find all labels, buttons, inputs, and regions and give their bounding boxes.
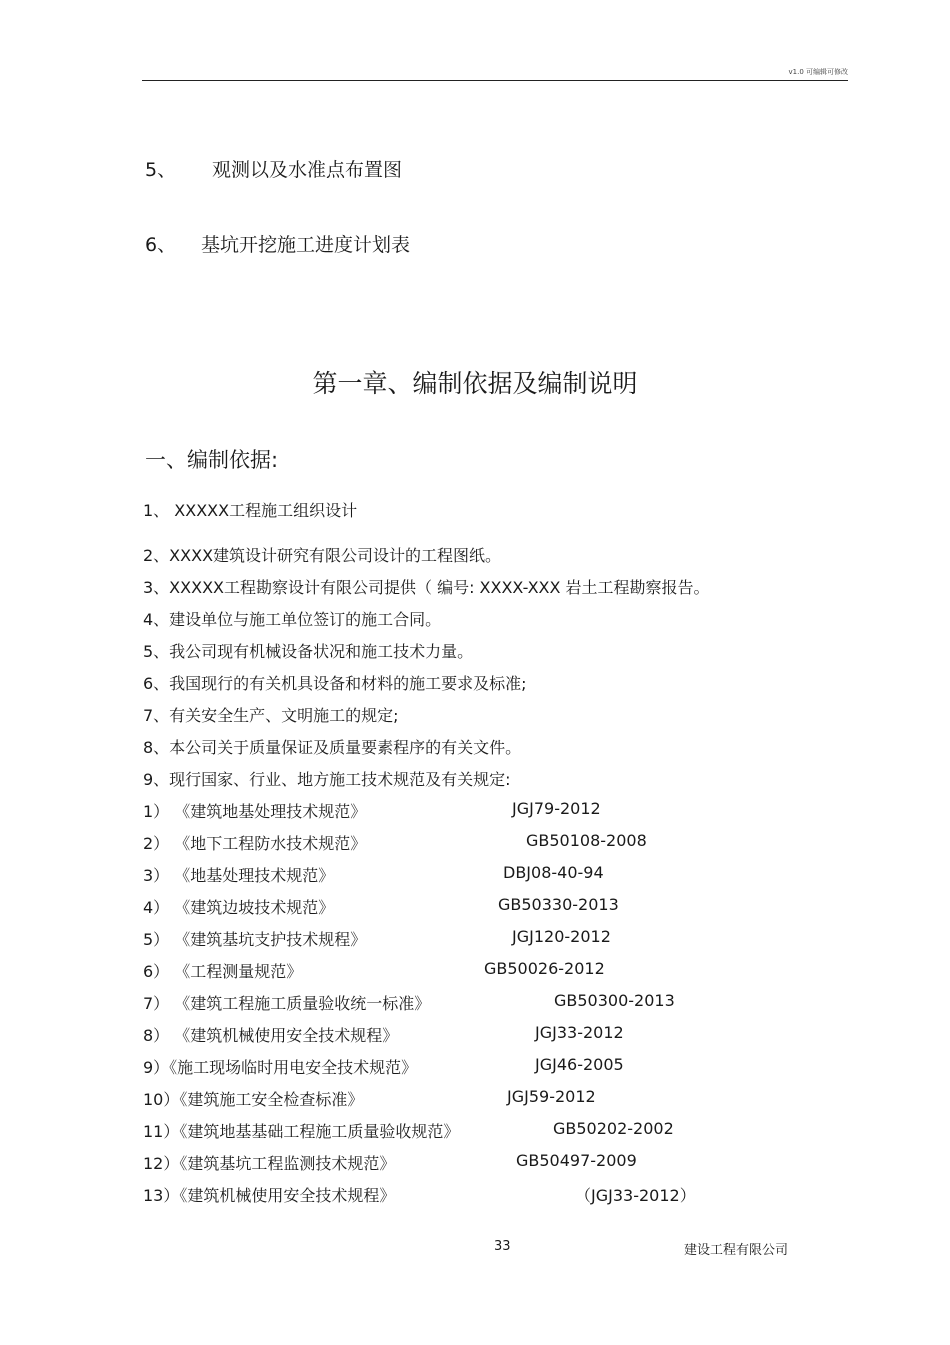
list-item: 3、XXXXX工程勘察设计有限公司提供（ 编号: XXXX-XXX 岩土工程勘察报告。 [143, 578, 710, 597]
standard-title: 10）《建筑施工安全检查标准》 [143, 1090, 364, 1109]
standard-code: GB50497-2009 [516, 1151, 637, 1170]
list-item: 2、XXXX建筑设计研究有限公司设计的工程图纸。 [143, 546, 502, 565]
page-number: 33 [494, 1239, 511, 1254]
standard-code: JGJ79-2012 [512, 799, 601, 818]
standard-title: 12）《建筑基坑工程监测技术规范》 [143, 1154, 396, 1173]
standard-code: GB50300-2013 [554, 991, 675, 1010]
standard-title: 1） 《建筑地基处理技术规范》 [143, 802, 367, 821]
header-rule [142, 80, 848, 81]
list-item: 1、 XXXXX工程施工组织设计 [143, 501, 358, 520]
section-title: 一、编制依据: [145, 448, 279, 472]
standard-code: GB50202-2002 [553, 1119, 674, 1138]
standard-title: 6） 《工程测量规范》 [143, 962, 303, 981]
standard-code: JGJ120-2012 [512, 927, 611, 946]
standard-title: 2） 《地下工程防水技术规范》 [143, 834, 367, 853]
standard-title: 13）《建筑机械使用安全技术规程》 [143, 1186, 396, 1205]
list-item: 5、我公司现有机械设备状况和施工技术力量。 [143, 642, 474, 661]
footer-company: 建设工程有限公司 [684, 1243, 789, 1258]
chapter-title: 第一章、编制依据及编制说明 [312, 369, 638, 398]
list-item: 8、本公司关于质量保证及质量要素程序的有关文件。 [143, 738, 522, 757]
list-item: 6、我国现行的有关机具设备和材料的施工要求及标准; [143, 674, 527, 693]
toc-item-number: 6、 [145, 234, 177, 256]
toc-item-text: 基坑开挖施工进度计划表 [201, 234, 411, 256]
header-note: v1.0 可编辑可修改 [788, 68, 848, 76]
standard-title: 5） 《建筑基坑支护技术规程》 [143, 930, 367, 949]
list-item: 7、有关安全生产、文明施工的规定; [143, 706, 399, 725]
standard-code: GB50330-2013 [498, 895, 619, 914]
standard-code: GB50026-2012 [484, 959, 605, 978]
standard-code: JGJ46-2005 [535, 1055, 624, 1074]
standard-code: JGJ33-2012 [535, 1023, 624, 1042]
standard-code: GB50108-2008 [526, 831, 647, 850]
standard-title: 4） 《建筑边坡技术规范》 [143, 898, 335, 917]
standard-title: 11）《建筑地基基础工程施工质量验收规范》 [143, 1122, 460, 1141]
list-item: 4、建设单位与施工单位签订的施工合同。 [143, 610, 442, 629]
standard-code: JGJ59-2012 [507, 1087, 596, 1106]
list-item: 9、现行国家、行业、地方施工技术规范及有关规定: [143, 770, 511, 789]
standard-title: 3） 《地基处理技术规范》 [143, 866, 335, 885]
standard-code: （JGJ33-2012） [575, 1186, 696, 1205]
standard-code: DBJ08-40-94 [503, 863, 604, 882]
standard-title: 8） 《建筑机械使用安全技术规程》 [143, 1026, 399, 1045]
standard-title: 9）《施工现场临时用电安全技术规范》 [143, 1058, 418, 1077]
toc-item-number: 5、 [145, 159, 177, 181]
standard-title: 7） 《建筑工程施工质量验收统一标准》 [143, 994, 431, 1013]
toc-item-text: 观测以及水准点布置图 [212, 159, 403, 181]
